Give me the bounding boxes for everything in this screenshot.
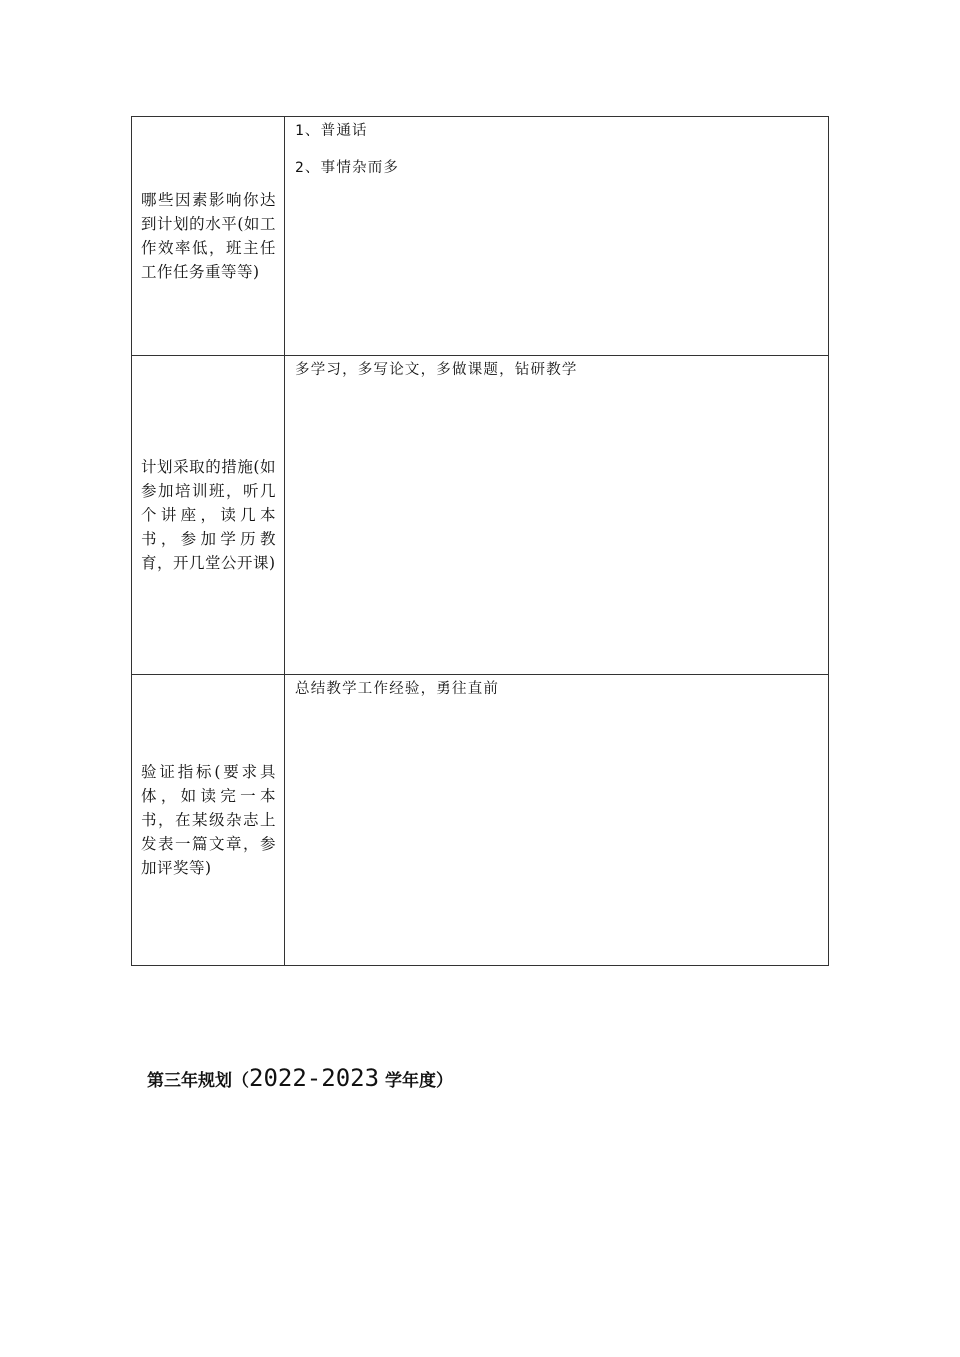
content-line: 1、普通话 (295, 123, 368, 139)
row-label-cell (132, 356, 285, 675)
plan-table (131, 116, 829, 966)
row-content-cell (285, 675, 829, 966)
row-label-cell (132, 675, 285, 966)
table-row (132, 675, 829, 966)
content-line: 总结教学工作经验，勇往直前 (295, 681, 500, 697)
heading-years: 2022-2023 (249, 1064, 380, 1092)
section-heading (147, 1063, 453, 1096)
row-content-cell (285, 356, 829, 675)
table-row (132, 117, 829, 356)
table-row (132, 356, 829, 675)
row-label-verification: 验证指标(要求具体，如读完一本书，在某级杂志上发表一篇文章，参加评奖等) (141, 763, 276, 877)
row-label-measures: 计划采取的措施(如参加培训班，听几个讲座，读几本书，参加学历教育，开几堂公开课) (141, 458, 276, 572)
heading-suffix: 学年度） (379, 1071, 453, 1091)
row-label-factors: 哪些因素影响你达到计划的水平(如工作效率低，班主任工作任务重等等) (141, 191, 276, 281)
content-line: 多学习，多写论文，多做课题，钻研教学 (295, 362, 578, 378)
row-content-cell (285, 117, 829, 356)
content-line: 2、事情杂而多 (295, 160, 400, 176)
row-label-cell (132, 117, 285, 356)
heading-prefix: 第三年规划（ (147, 1071, 249, 1091)
